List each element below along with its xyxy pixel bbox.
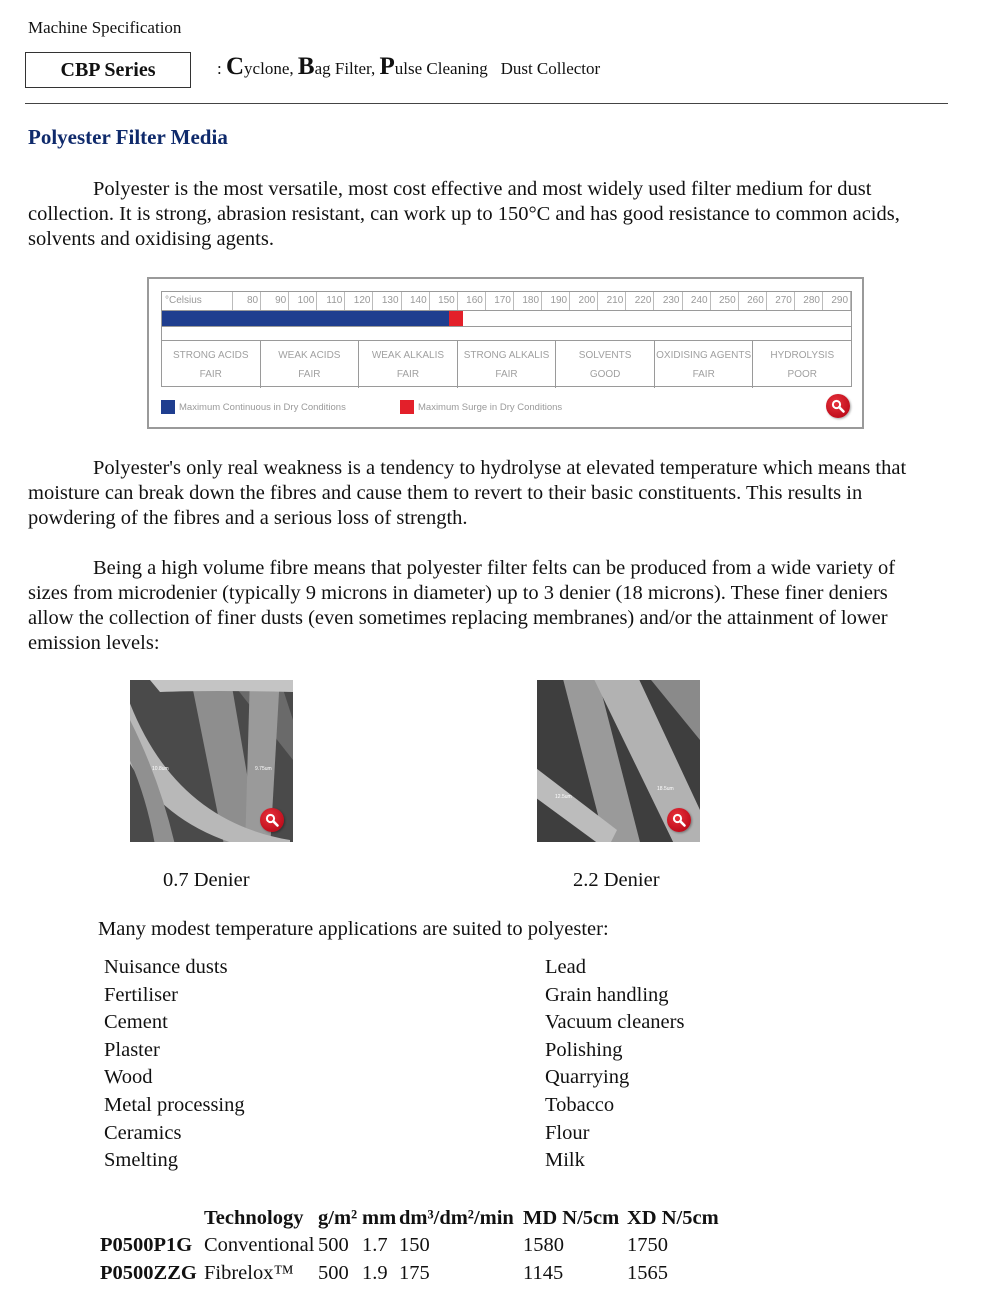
paragraph-text: Polyester is the most versatile, most cost effective and most widely used filter medium for dust collection. It is strong, abrasion resistant, can work up to 150°C and has good resistance to common acids, solvents and oxidising agents. [28, 178, 900, 250]
thickness: 1.7 [362, 1234, 388, 1256]
resistance-name: WEAK ALKALIS [371, 350, 445, 361]
axis-tick: 110 [317, 292, 345, 310]
application-item: Metal processing [104, 1093, 245, 1116]
application-item: Plaster [104, 1038, 160, 1061]
resistance-rating: FAIR [692, 369, 715, 380]
subtitle-suffix: Dust Collector [500, 59, 601, 78]
resistance-cell [556, 341, 655, 388]
series-name: CBP Series [60, 58, 156, 81]
md-strength: 1145 [523, 1261, 564, 1284]
axis-tick: 90 [261, 292, 289, 310]
axis-tick: 170 [486, 292, 514, 310]
axis-tick: 210 [598, 292, 626, 310]
resistance-name: STRONG ACIDS [173, 350, 249, 361]
resistance-cell [458, 341, 557, 388]
resistance-name: SOLVENTS [578, 350, 632, 361]
axis-tick: 250 [711, 292, 739, 310]
measurement-label: 9.75um [255, 766, 272, 772]
axis-tick: 100 [289, 292, 317, 310]
resistance-rating: FAIR [495, 369, 518, 380]
column-header: Technology [204, 1207, 304, 1229]
application-item: Fertiliser [104, 983, 179, 1006]
product-code: P0500P1G [100, 1234, 193, 1256]
magnifier-icon [830, 398, 846, 414]
resistance-rating: FAIR [298, 369, 321, 380]
magnifier-icon [264, 812, 280, 828]
paragraph-intro [28, 177, 928, 252]
surge-temperature-bar [449, 311, 463, 326]
resistance-name: HYDROLYSIS [770, 350, 835, 361]
subtitle-rest-b: ag Filter, [314, 59, 380, 78]
axis-tick: 270 [767, 292, 795, 310]
temperature-scale [161, 291, 852, 387]
axis-tick: 200 [570, 292, 598, 310]
weight: 500 [318, 1261, 349, 1284]
axis-tick: 190 [542, 292, 570, 310]
air-permeability: 175 [399, 1261, 430, 1284]
chart-zoom-button[interactable] [826, 394, 850, 418]
blank-row [162, 327, 851, 341]
axis-tick: 150 [430, 292, 458, 310]
resistance-cell [359, 341, 458, 388]
axis-tick: 180 [514, 292, 542, 310]
magnifier-icon [671, 812, 687, 828]
subtitle-prefix: : [217, 59, 226, 78]
column-header: MD N/5cm [523, 1207, 620, 1229]
resistance-rating: POOR [787, 369, 817, 380]
application-item: Flour [545, 1121, 590, 1144]
subtitle-initial-b: B [297, 53, 315, 80]
applications-list-left [104, 954, 245, 1175]
paragraph-weakness [28, 456, 928, 531]
subtitle-rest-p: ulse Cleaning [394, 59, 488, 78]
machine-specification-label: Machine Specification [28, 18, 182, 37]
table-row [100, 1260, 719, 1288]
photo-caption: 2.2 Denier [573, 869, 660, 891]
resistance-name: STRONG ALKALIS [463, 350, 550, 361]
temperature-bar-row [162, 311, 851, 327]
resistance-rating: FAIR [199, 369, 222, 380]
axis-unit-label: °Celsius [162, 292, 233, 310]
application-item: Lead [545, 956, 586, 978]
paragraph-denier [28, 556, 928, 656]
legend-label: Maximum Continuous in Dry Conditions [179, 401, 346, 413]
measurement-label: 10.8um [152, 766, 169, 772]
axis-tick: 160 [458, 292, 486, 310]
resistance-cell [753, 341, 851, 388]
application-item: Tobacco [545, 1093, 615, 1116]
series-box [25, 52, 191, 88]
chemical-resistance-row [162, 341, 851, 388]
column-header [100, 1204, 204, 1232]
application-item: Quarrying [545, 1066, 630, 1089]
axis-tick: 120 [345, 292, 373, 310]
xd-strength: 1750 [627, 1234, 668, 1256]
resistance-rating: FAIR [396, 369, 420, 380]
application-item: Nuisance dusts [104, 956, 228, 978]
table-row [100, 1232, 719, 1260]
axis-tick: 280 [795, 292, 823, 310]
axis-tick: 140 [402, 292, 430, 310]
axis-tick: 220 [626, 292, 654, 310]
applications-intro: Many modest temperature applications are suited to polyester: [98, 918, 609, 940]
resistance-name: WEAK ACIDS [278, 350, 341, 361]
axis-tick: 260 [739, 292, 767, 310]
resistance-name: OXIDISING AGENTS [656, 350, 752, 361]
applications-list-right [545, 954, 684, 1175]
subtitle-initial-p: P [379, 53, 395, 80]
axis-tick: 230 [654, 292, 682, 310]
subtitle-initial-c: C [225, 53, 245, 80]
temperature-resistance-chart [147, 277, 864, 429]
legend-continuous [161, 400, 346, 414]
application-item: Ceramics [104, 1121, 182, 1144]
legend-surge [400, 400, 562, 414]
subtitle-rest-c: yclone, [244, 59, 298, 78]
resistance-rating: GOOD [589, 369, 621, 380]
header-divider [25, 103, 948, 104]
axis-tick: 80 [233, 292, 261, 310]
paragraph-text: Being a high volume fibre means that polyester filter felts can be produced from a wide variety of sizes from microdenier (typically 9 microns in diameter) up to 3 denier (18 microns). These finer deniers allow the collection of finer dusts (even sometimes replacing membranes) and/or the attainment of lower emission levels: [28, 557, 896, 654]
legend-swatch-red [400, 400, 414, 414]
application-item: Vacuum cleaners [545, 1011, 685, 1034]
resistance-cell [162, 341, 261, 388]
fiber-photo-2-2-denier[interactable] [537, 680, 700, 842]
column-header: dm³/dm²/min [399, 1207, 514, 1229]
application-item: Grain handling [545, 983, 669, 1006]
technology: Fibrelox™ [204, 1261, 294, 1284]
application-item: Polishing [545, 1038, 623, 1061]
temperature-axis [162, 292, 851, 311]
application-item: Cement [104, 1011, 168, 1034]
xd-strength: 1565 [627, 1261, 668, 1284]
legend-swatch-blue [161, 400, 175, 414]
product-code: P0500ZZG [100, 1261, 197, 1284]
thickness: 1.9 [362, 1261, 388, 1284]
column-header: mm [362, 1207, 397, 1229]
column-header: XD N/5cm [627, 1207, 719, 1229]
column-header: g/m² [318, 1207, 358, 1229]
legend-label: Maximum Surge in Dry Conditions [418, 401, 563, 413]
resistance-cell [655, 341, 754, 388]
axis-tick: 290 [823, 292, 851, 310]
axis-tick: 130 [373, 292, 401, 310]
fiber-photo-0-7-denier[interactable] [130, 680, 293, 842]
measurement-label: 12.5um [555, 794, 572, 800]
spec-table [100, 1204, 719, 1287]
measurement-label: 18.5um [657, 786, 674, 792]
continuous-temperature-bar [162, 311, 449, 326]
photo-zoom-button[interactable] [260, 808, 284, 832]
technology: Conventional [204, 1234, 315, 1256]
resistance-cell [261, 341, 360, 388]
series-subtitle [217, 53, 600, 81]
table-header-row [100, 1204, 719, 1232]
photo-zoom-button[interactable] [667, 808, 691, 832]
air-permeability: 150 [399, 1234, 430, 1256]
weight: 500 [318, 1234, 349, 1256]
axis-tick: 240 [683, 292, 711, 310]
photo-caption: 0.7 Denier [163, 869, 250, 891]
application-item: Smelting [104, 1149, 179, 1172]
paragraph-text: Polyester's only real weakness is a tendency to hydrolyse at elevated temperature which means that moisture can break down the fibres and cause them to revert to their basic constituents. This results in powdering of the fibres and a serious loss of strength. [28, 457, 907, 529]
section-title: Polyester Filter Media [28, 125, 228, 149]
md-strength: 1580 [523, 1234, 564, 1256]
application-item: Milk [545, 1149, 585, 1172]
application-item: Wood [104, 1066, 153, 1089]
